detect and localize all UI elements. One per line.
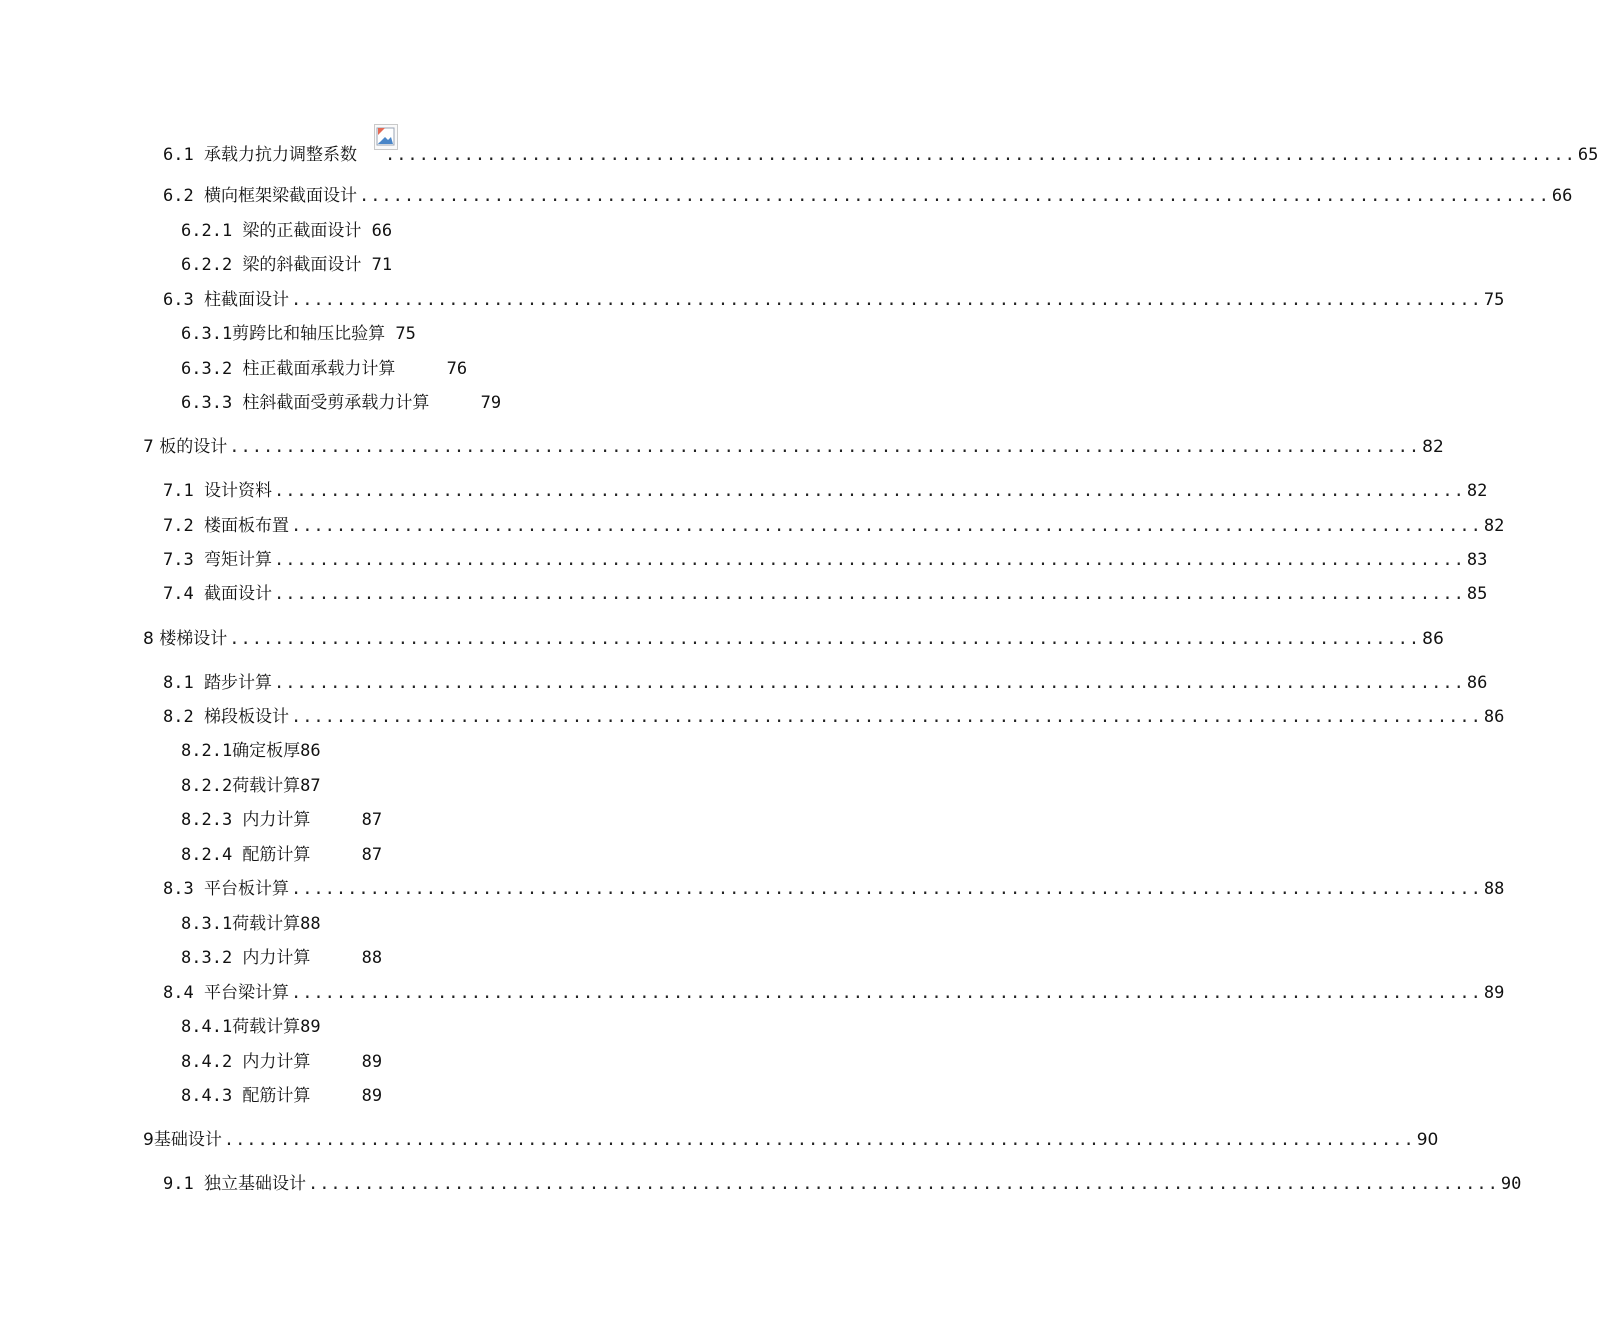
toc-leader-dots: .......................................................................................................... [290, 516, 1482, 536]
toc-leader-dots: .......................................................................................................... [384, 145, 1576, 165]
toc-leader-dots: .......................................................................................................... [290, 290, 1482, 310]
toc-page-number: 86 [1483, 707, 1505, 727]
toc-subentry-text: 6.3.1剪跨比和轴压比验算 75 [181, 324, 416, 344]
toc-page-number: 86 [1422, 629, 1444, 649]
toc-subentry-text: 6.2.2 梁的斜截面设计 71 [181, 255, 393, 275]
toc-subentry-text: 8.4.2 内力计算 89 [181, 1052, 383, 1072]
toc-leader-dots: .......................................................................................................... [273, 584, 1465, 604]
toc-entry-label: 6.3 柱截面设计 [163, 290, 289, 310]
toc-entry-label: 6.2 横向框架梁截面设计 [163, 186, 357, 206]
toc-subentry-text: 8.2.3 内力计算 87 [181, 810, 383, 830]
toc-subentry[interactable] [181, 219, 392, 243]
toc-leader-dots: .......................................................................................................... [273, 481, 1465, 501]
toc-entry-label: 8.2 梯段板设计 [163, 707, 289, 727]
toc-subentry-text: 6.2.1 梁的正截面设计 66 [181, 221, 393, 241]
toc-entry-label: 6.1 承载力抗力调整系数 [163, 145, 357, 165]
toc-page-number: 66 [1551, 186, 1573, 206]
toc-chapter[interactable] [143, 1128, 1439, 1152]
toc-entry[interactable] [163, 514, 1505, 538]
toc-page-number: 90 [1416, 1130, 1439, 1150]
toc-leader-dots: .......................................................................................................... [273, 550, 1465, 570]
toc-leader-dots: .......................................................................................................... [223, 1130, 1415, 1150]
toc-subentry[interactable] [181, 322, 416, 346]
toc-subentry-text: 8.3.1荷载计算88 [181, 914, 321, 934]
toc-chapter-label: 9基础设计 [143, 1130, 222, 1150]
toc-page-number: 90 [1500, 1174, 1522, 1194]
toc-subentry-text: 6.3.2 柱正截面承载力计算 76 [181, 359, 468, 379]
toc-chapter-label: 7 板的设计 [143, 437, 228, 457]
toc-entry[interactable] [163, 671, 1488, 695]
toc-entry-label: 7.4 截面设计 [163, 584, 272, 604]
toc-entry-label: 8.1 踏步计算 [163, 673, 272, 693]
toc-page-number: 82 [1483, 516, 1505, 536]
toc-entry[interactable] [163, 1172, 1522, 1196]
toc-page-number: 65 [1577, 145, 1598, 165]
toc-leader-dots: .......................................................................................................... [290, 707, 1482, 727]
toc-chapter-label: 8 楼梯设计 [143, 629, 228, 649]
toc-subentry-text: 8.2.1确定板厚86 [181, 741, 321, 761]
toc-subentry[interactable] [181, 774, 321, 798]
toc-entry-label: 7.2 楼面板布置 [163, 516, 289, 536]
toc-entry[interactable] [163, 143, 1598, 167]
toc-subentry[interactable] [181, 946, 382, 970]
toc-leader-dots: .......................................................................................................... [358, 186, 1550, 206]
toc-page-number: 85 [1466, 584, 1488, 604]
toc-leader-dots: .......................................................................................................... [290, 879, 1482, 899]
toc-subentry-text: 8.4.1荷载计算89 [181, 1017, 321, 1037]
toc-entry[interactable] [163, 288, 1505, 312]
toc-chapter[interactable] [143, 627, 1444, 651]
toc-entry-label: 7.1 设计资料 [163, 481, 272, 501]
toc-subentry[interactable] [181, 1050, 382, 1074]
toc-subentry[interactable] [181, 739, 321, 763]
toc-entry[interactable] [163, 479, 1488, 503]
toc-entry[interactable] [163, 981, 1505, 1005]
toc-entry[interactable] [163, 877, 1505, 901]
toc-subentry[interactable] [181, 391, 501, 415]
toc-page-number: 83 [1466, 550, 1488, 570]
toc-subentry[interactable] [181, 843, 382, 867]
toc-subentry[interactable] [181, 1084, 382, 1108]
toc-entry-label: 8.3 平台板计算 [163, 879, 289, 899]
toc-subentry-text: 8.4.3 配筋计算 89 [181, 1086, 383, 1106]
toc-entry-label: 7.3 弯矩计算 [163, 550, 272, 570]
toc-entry[interactable] [163, 705, 1505, 729]
toc-chapter[interactable] [143, 435, 1444, 459]
toc-subentry[interactable] [181, 808, 382, 832]
toc-page-number: 75 [1483, 290, 1505, 310]
toc-leader-dots: .......................................................................................................... [307, 1174, 1499, 1194]
toc-page-number: 88 [1483, 879, 1505, 899]
toc-subentry[interactable] [181, 1015, 321, 1039]
toc-entry[interactable] [163, 582, 1488, 606]
toc-leader-dots: .......................................................................................................... [229, 437, 1421, 457]
toc-page-number: 82 [1422, 437, 1444, 457]
toc-entry[interactable] [163, 548, 1488, 572]
toc-leader-dots: .......................................................................................................... [229, 629, 1421, 649]
toc-leader-dots: .......................................................................................................... [273, 673, 1465, 693]
toc-subentry[interactable] [181, 357, 467, 381]
toc-leader-dots: .......................................................................................................... [290, 983, 1482, 1003]
toc-entry-label: 9.1 独立基础设计 [163, 1174, 306, 1194]
toc-entry-label: 8.4 平台梁计算 [163, 983, 289, 1003]
toc-subentry[interactable] [181, 253, 392, 277]
toc-subentry-text: 8.2.2荷载计算87 [181, 776, 321, 796]
toc-subentry-text: 6.3.3 柱斜截面受剪承载力计算 79 [181, 393, 502, 413]
toc-subentry-text: 8.3.2 内力计算 88 [181, 948, 383, 968]
toc-page-number: 82 [1466, 481, 1488, 501]
toc-subentry-text: 8.2.4 配筋计算 87 [181, 845, 383, 865]
toc-entry[interactable] [163, 184, 1573, 208]
toc-page-number: 86 [1466, 673, 1488, 693]
toc-subentry[interactable] [181, 912, 321, 936]
toc-page-number: 89 [1483, 983, 1505, 1003]
